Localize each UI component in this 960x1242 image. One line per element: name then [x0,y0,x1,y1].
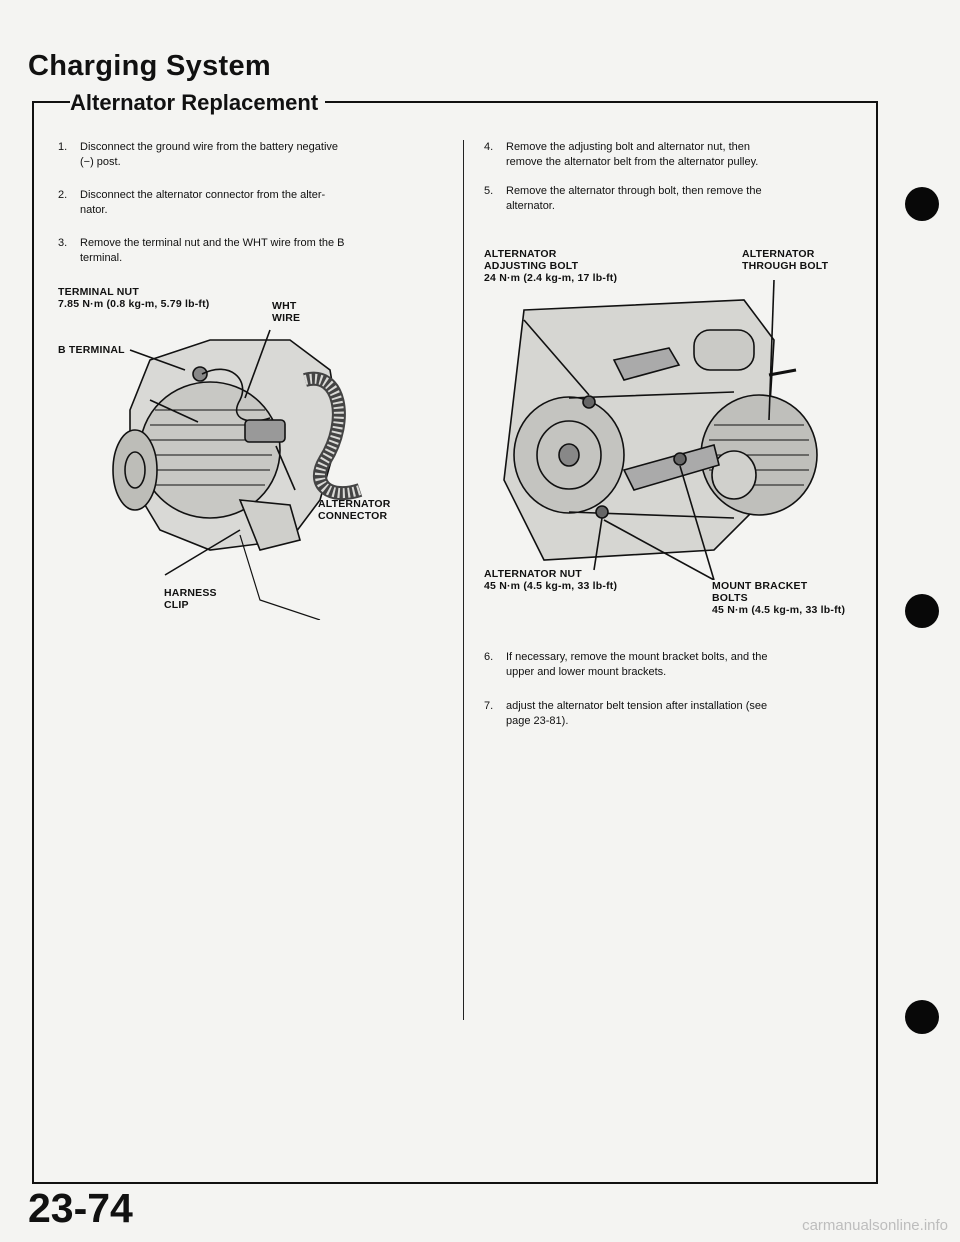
step-number: 7. [484,700,494,712]
step-1 [58,140,448,170]
page-title: Charging System [28,50,271,82]
step-4 [484,140,864,170]
binder-hole [905,187,939,221]
alternator-connector-diagram [90,300,420,620]
column-divider [463,140,464,1020]
step-text: If necessary, remove the mount bracket bolts, and the upper and lower mount brackets. [506,651,768,678]
step-text: Disconnect the alternator connector from the alter- nator. [80,189,326,216]
terminal-nut-label: TERMINAL NUT 7.85 N·m (0.8 kg-m, 5.79 lb-ft) [58,286,210,310]
b-terminal-label: B TERMINAL [58,344,125,356]
step-5 [484,184,864,214]
binder-hole [905,594,939,628]
step-number: 2. [58,189,68,201]
alternator-mount-diagram [484,280,854,580]
step-7 [484,699,864,729]
step-number: 5. [484,185,494,197]
alternator-nut-label: ALTERNATOR NUT 45 N·m (4.5 kg-m, 33 lb-ft) [484,568,618,592]
adjusting-bolt-label: ALTERNATOR ADJUSTING BOLT 24 N·m (2.4 kg-m, 17 lb-ft) [484,248,618,284]
harness-clip-label: HARNESS CLIP [164,587,217,611]
step-number: 1. [58,141,68,153]
alternator-connector-label: ALTERNATOR CONNECTOR [318,498,391,522]
section-title: Alternator Replacement [70,90,324,116]
step-number: 3. [58,237,68,249]
mount-bracket-bolts-label: MOUNT BRACKET BOLTS 45 N·m (4.5 kg-m, 33 lb-ft) [712,580,846,616]
step-text: Remove the alternator through bolt, then remove the alternator. [506,185,762,212]
step-3 [58,236,448,266]
step-6 [484,650,864,680]
step-2 [58,188,448,218]
step-number: 4. [484,141,494,153]
page-number: 23-74 [28,1185,133,1231]
step-text: Disconnect the ground wire from the battery negative (−) post. [80,141,339,168]
step-text: adjust the alternator belt tension after installation (see page 23-81). [506,700,768,727]
binder-hole [905,1000,939,1034]
step-text: Remove the adjusting bolt and alternator nut, then remove the alternator belt from the alternator pulley. [506,141,759,168]
through-bolt-label: ALTERNATOR THROUGH BOLT [742,248,829,272]
step-number: 6. [484,651,494,663]
step-text: Remove the terminal nut and the WHT wire from the B terminal. [80,237,345,264]
watermark: carmanualsonline.info [802,1217,948,1234]
wht-wire-label: WHT WIRE [272,300,301,324]
